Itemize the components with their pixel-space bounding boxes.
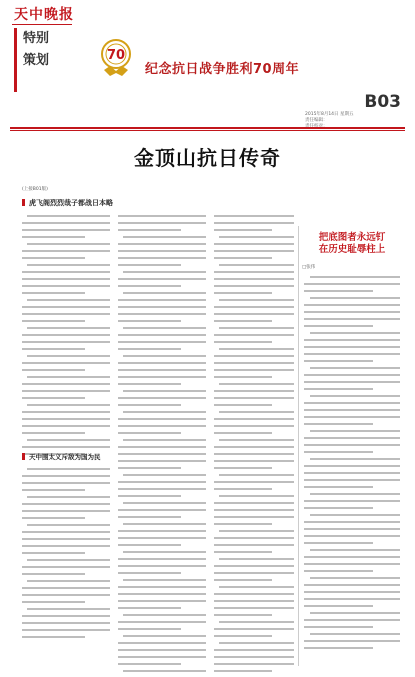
text-line: [214, 369, 294, 371]
text-line: [27, 215, 110, 217]
text-line: [214, 502, 294, 504]
text-line: [123, 523, 206, 525]
text-line: [22, 390, 110, 392]
text-line: [118, 285, 181, 287]
section-tag: [14, 28, 62, 92]
text-line: [22, 601, 85, 603]
text-line: [118, 334, 206, 336]
text-line: [304, 563, 400, 565]
text-line: [22, 594, 110, 596]
text-line: [118, 593, 206, 595]
text-line: [123, 390, 206, 392]
text-line: [22, 313, 110, 315]
text-line: [22, 489, 85, 491]
text-line: [22, 341, 110, 343]
text-line: [214, 614, 272, 616]
text-line: [304, 479, 400, 481]
text-line: [27, 243, 110, 245]
text-line: [22, 573, 85, 575]
text-line: [214, 425, 294, 427]
text-line: [118, 656, 206, 658]
text-line: [118, 607, 181, 609]
sidebar-author: □张伟: [302, 265, 316, 270]
text-line: [123, 439, 206, 441]
text-line: [22, 369, 85, 371]
text-line: [118, 663, 181, 665]
text-line: [214, 460, 294, 462]
text-line: [27, 299, 110, 301]
text-line: [304, 290, 373, 292]
text-line: [214, 488, 272, 490]
text-line: [214, 215, 294, 217]
text-line: [118, 264, 181, 266]
text-line: [214, 467, 272, 469]
text-line: [310, 493, 400, 495]
text-line: [118, 530, 206, 532]
text-line: [22, 236, 85, 238]
text-line: [304, 570, 373, 572]
text-line: [123, 670, 206, 672]
text-line: [214, 544, 294, 546]
text-line: [310, 514, 400, 516]
text-line: [304, 507, 373, 509]
text-line: [22, 545, 110, 547]
text-line: [219, 530, 294, 532]
text-line: [214, 635, 272, 637]
text-line: [219, 411, 294, 413]
text-line: [310, 612, 400, 614]
text-line: [219, 558, 294, 560]
text-line: [214, 481, 294, 483]
text-line: [219, 327, 294, 329]
text-line: [27, 559, 110, 561]
text-line: [219, 586, 294, 588]
text-line: [214, 271, 294, 273]
column-1-lower-text: [22, 468, 110, 643]
text-line: [22, 425, 110, 427]
text-line: [22, 320, 85, 322]
subhead-2: [22, 452, 101, 461]
text-line: [118, 586, 206, 588]
masthead: [0, 0, 415, 128]
sidebar-divider: [298, 226, 299, 666]
text-line: [118, 383, 181, 385]
text-line: [214, 593, 294, 595]
section-tag-line1: 特别: [23, 31, 50, 46]
text-line: [22, 517, 85, 519]
text-line: [304, 535, 400, 537]
text-line: [304, 325, 373, 327]
text-line: [123, 236, 206, 238]
text-line: [214, 600, 294, 602]
header-rule-thin: [10, 130, 405, 131]
text-line: [118, 446, 206, 448]
text-line: [214, 572, 294, 574]
text-line: [304, 318, 400, 320]
text-line: [22, 538, 110, 540]
text-line: [214, 565, 294, 567]
text-line: [304, 556, 400, 558]
text-line: [304, 465, 400, 467]
text-line: [118, 481, 206, 483]
banner-title: 纪念抗日战争胜利70周年: [145, 62, 300, 77]
text-line: [214, 222, 294, 224]
text-line: [304, 528, 400, 530]
text-line: [304, 472, 400, 474]
text-line: [22, 482, 110, 484]
text-line: [118, 369, 206, 371]
text-line: [304, 591, 400, 593]
text-line: [27, 376, 110, 378]
text-line: [304, 423, 373, 425]
text-line: [118, 649, 206, 651]
text-line: [118, 572, 181, 574]
subhead-1: [22, 198, 113, 208]
text-line: [123, 551, 206, 553]
text-line: [304, 353, 400, 355]
text-line: [310, 276, 400, 278]
byline: (上接B01版): [22, 187, 48, 192]
section-tag-line2: 策划: [23, 53, 50, 68]
subhead-2-text: 天中围太义斥敌为国为民: [29, 453, 101, 461]
text-line: [304, 584, 400, 586]
text-line: [118, 299, 206, 301]
text-line: [22, 383, 110, 385]
text-line: [118, 222, 206, 224]
text-line: [27, 355, 110, 357]
text-line: [118, 278, 206, 280]
text-line: [22, 622, 110, 624]
text-line: [22, 285, 110, 287]
text-line: [304, 598, 400, 600]
text-line: [214, 292, 272, 294]
text-line: [214, 306, 294, 308]
text-line: [22, 334, 110, 336]
text-line: [118, 537, 206, 539]
text-line: [118, 313, 206, 315]
text-line: [304, 521, 400, 523]
text-line: [219, 642, 294, 644]
text-line: [118, 467, 181, 469]
text-line: [304, 311, 400, 313]
text-line: [304, 409, 400, 411]
text-line: [214, 355, 294, 357]
text-line: [118, 544, 181, 546]
text-line: [214, 362, 294, 364]
text-line: [304, 416, 400, 418]
text-line: [214, 390, 294, 392]
text-line: [219, 621, 294, 623]
text-line: [22, 587, 110, 589]
text-line: [214, 663, 294, 665]
text-line: [304, 360, 373, 362]
anniversary-70-emblem-icon: [96, 36, 136, 82]
text-line: [123, 635, 206, 637]
text-line: [214, 453, 294, 455]
text-line: [118, 257, 206, 259]
text-line: [214, 334, 294, 336]
text-line: [214, 404, 272, 406]
text-line: [304, 381, 400, 383]
meta-editor: 责任编辑：: [305, 118, 328, 123]
text-line: [118, 215, 206, 217]
text-line: [214, 670, 272, 672]
text-line: [310, 332, 400, 334]
text-line: [304, 605, 373, 607]
text-line: [27, 327, 110, 329]
text-line: [310, 549, 400, 551]
text-line: [214, 313, 294, 315]
text-line: [22, 362, 110, 364]
text-line: [219, 299, 294, 301]
text-line: [214, 229, 272, 231]
text-line: [214, 537, 294, 539]
text-line: [118, 509, 206, 511]
text-line: [214, 257, 272, 259]
text-line: [304, 486, 373, 488]
text-line: [304, 388, 373, 390]
text-line: [22, 222, 110, 224]
text-line: [123, 614, 206, 616]
text-line: [214, 243, 294, 245]
text-line: [304, 402, 400, 404]
text-line: [214, 551, 272, 553]
text-line: [22, 229, 110, 231]
text-line: [27, 608, 110, 610]
text-line: [22, 629, 110, 631]
text-line: [118, 425, 206, 427]
text-line: [304, 437, 400, 439]
column-1-text: [22, 215, 110, 460]
text-line: [304, 626, 373, 628]
text-line: [304, 647, 373, 649]
text-line: [214, 579, 272, 581]
text-line: [304, 346, 400, 348]
text-line: [123, 502, 206, 504]
text-line: [118, 362, 206, 364]
text-line: [22, 531, 110, 533]
sidebar-text: [304, 276, 400, 654]
text-line: [219, 383, 294, 385]
text-line: [22, 418, 110, 420]
text-line: [22, 397, 85, 399]
text-line: [219, 348, 294, 350]
text-line: [118, 404, 181, 406]
subhead-1-text: 虎飞阁烈烈哉子都战日本略: [29, 199, 113, 207]
text-line: [310, 297, 400, 299]
text-line: [22, 411, 110, 413]
text-line: [22, 292, 85, 294]
text-line: [22, 348, 85, 350]
text-line: [118, 600, 206, 602]
text-line: [27, 524, 110, 526]
text-line: [310, 430, 400, 432]
text-line: [214, 250, 294, 252]
text-line: [304, 619, 400, 621]
text-line: [304, 542, 373, 544]
text-line: [22, 615, 110, 617]
text-line: [118, 341, 206, 343]
text-line: [118, 460, 206, 462]
text-line: [118, 376, 206, 378]
text-line: [118, 243, 206, 245]
newspaper-logo: 天中晚报: [14, 7, 74, 23]
page-number: B03: [364, 92, 401, 112]
text-line: [123, 355, 206, 357]
text-line: [310, 577, 400, 579]
text-line: [118, 495, 181, 497]
article-title: 金顶山抗日传奇: [134, 146, 281, 170]
text-line: [22, 250, 110, 252]
text-line: [214, 418, 294, 420]
text-line: [214, 656, 294, 658]
text-line: [123, 411, 206, 413]
logo-underline: [12, 24, 72, 25]
text-line: [214, 523, 272, 525]
text-line: [310, 458, 400, 460]
text-line: [27, 496, 110, 498]
text-line: [219, 236, 294, 238]
text-line: [27, 404, 110, 406]
text-line: [214, 509, 294, 511]
text-line: [22, 278, 110, 280]
text-line: [118, 229, 181, 231]
text-line: [118, 320, 181, 322]
text-line: [304, 339, 400, 341]
text-line: [214, 397, 294, 399]
text-line: [22, 271, 110, 273]
text-line: [123, 271, 206, 273]
text-line: [310, 633, 400, 635]
text-line: [219, 495, 294, 497]
text-line: [118, 348, 181, 350]
text-line: [219, 264, 294, 266]
text-line: [22, 503, 110, 505]
text-line: [123, 292, 206, 294]
text-line: [22, 566, 110, 568]
text-line: [214, 278, 294, 280]
text-line: [214, 432, 272, 434]
text-line: [214, 607, 294, 609]
text-line: [22, 510, 110, 512]
text-line: [118, 250, 206, 252]
text-line: [214, 649, 294, 651]
text-line: [304, 500, 400, 502]
column-3-text: [214, 215, 294, 677]
text-line: [214, 628, 294, 630]
text-line: [304, 374, 400, 376]
text-line: [304, 451, 373, 453]
text-line: [118, 306, 206, 308]
text-line: [27, 580, 110, 582]
sidebar-title-line2: 在历史耻辱柱上: [318, 244, 386, 255]
text-line: [118, 432, 181, 434]
text-line: [22, 257, 85, 259]
subhead-marker: [22, 199, 25, 206]
text-line: [118, 516, 181, 518]
text-line: [214, 320, 272, 322]
svg-text:70: 70: [106, 48, 126, 63]
text-line: [27, 264, 110, 266]
text-line: [123, 579, 206, 581]
text-line: [22, 475, 110, 477]
text-line: [118, 488, 206, 490]
text-line: [123, 327, 206, 329]
text-line: [118, 565, 206, 567]
text-line: [118, 558, 206, 560]
meta-date: 2015年8月14日 星期五: [305, 112, 354, 117]
text-line: [118, 397, 206, 399]
text-line: [214, 341, 272, 343]
text-line: [304, 304, 400, 306]
text-line: [22, 446, 110, 448]
text-line: [310, 367, 400, 369]
text-line: [214, 285, 294, 287]
column-2-text: [118, 215, 206, 677]
text-line: [27, 439, 110, 441]
text-line: [304, 444, 400, 446]
text-line: [118, 418, 206, 420]
text-line: [118, 642, 206, 644]
text-line: [118, 628, 181, 630]
text-line: [22, 306, 110, 308]
sidebar-title-line1: 把底图者永远钉: [318, 232, 386, 243]
text-line: [219, 474, 294, 476]
text-line: [304, 640, 400, 642]
text-line: [118, 621, 206, 623]
text-line: [214, 516, 294, 518]
header-rule: [10, 127, 405, 129]
text-line: [214, 376, 272, 378]
text-line: [22, 636, 85, 638]
text-line: [118, 453, 206, 455]
text-line: [214, 446, 294, 448]
text-line: [310, 395, 400, 397]
text-line: [219, 439, 294, 441]
subhead-marker: [22, 453, 25, 460]
sidebar-title: [302, 232, 402, 256]
text-line: [22, 432, 85, 434]
text-line: [22, 552, 85, 554]
text-line: [27, 468, 110, 470]
text-line: [123, 474, 206, 476]
text-line: [304, 283, 400, 285]
